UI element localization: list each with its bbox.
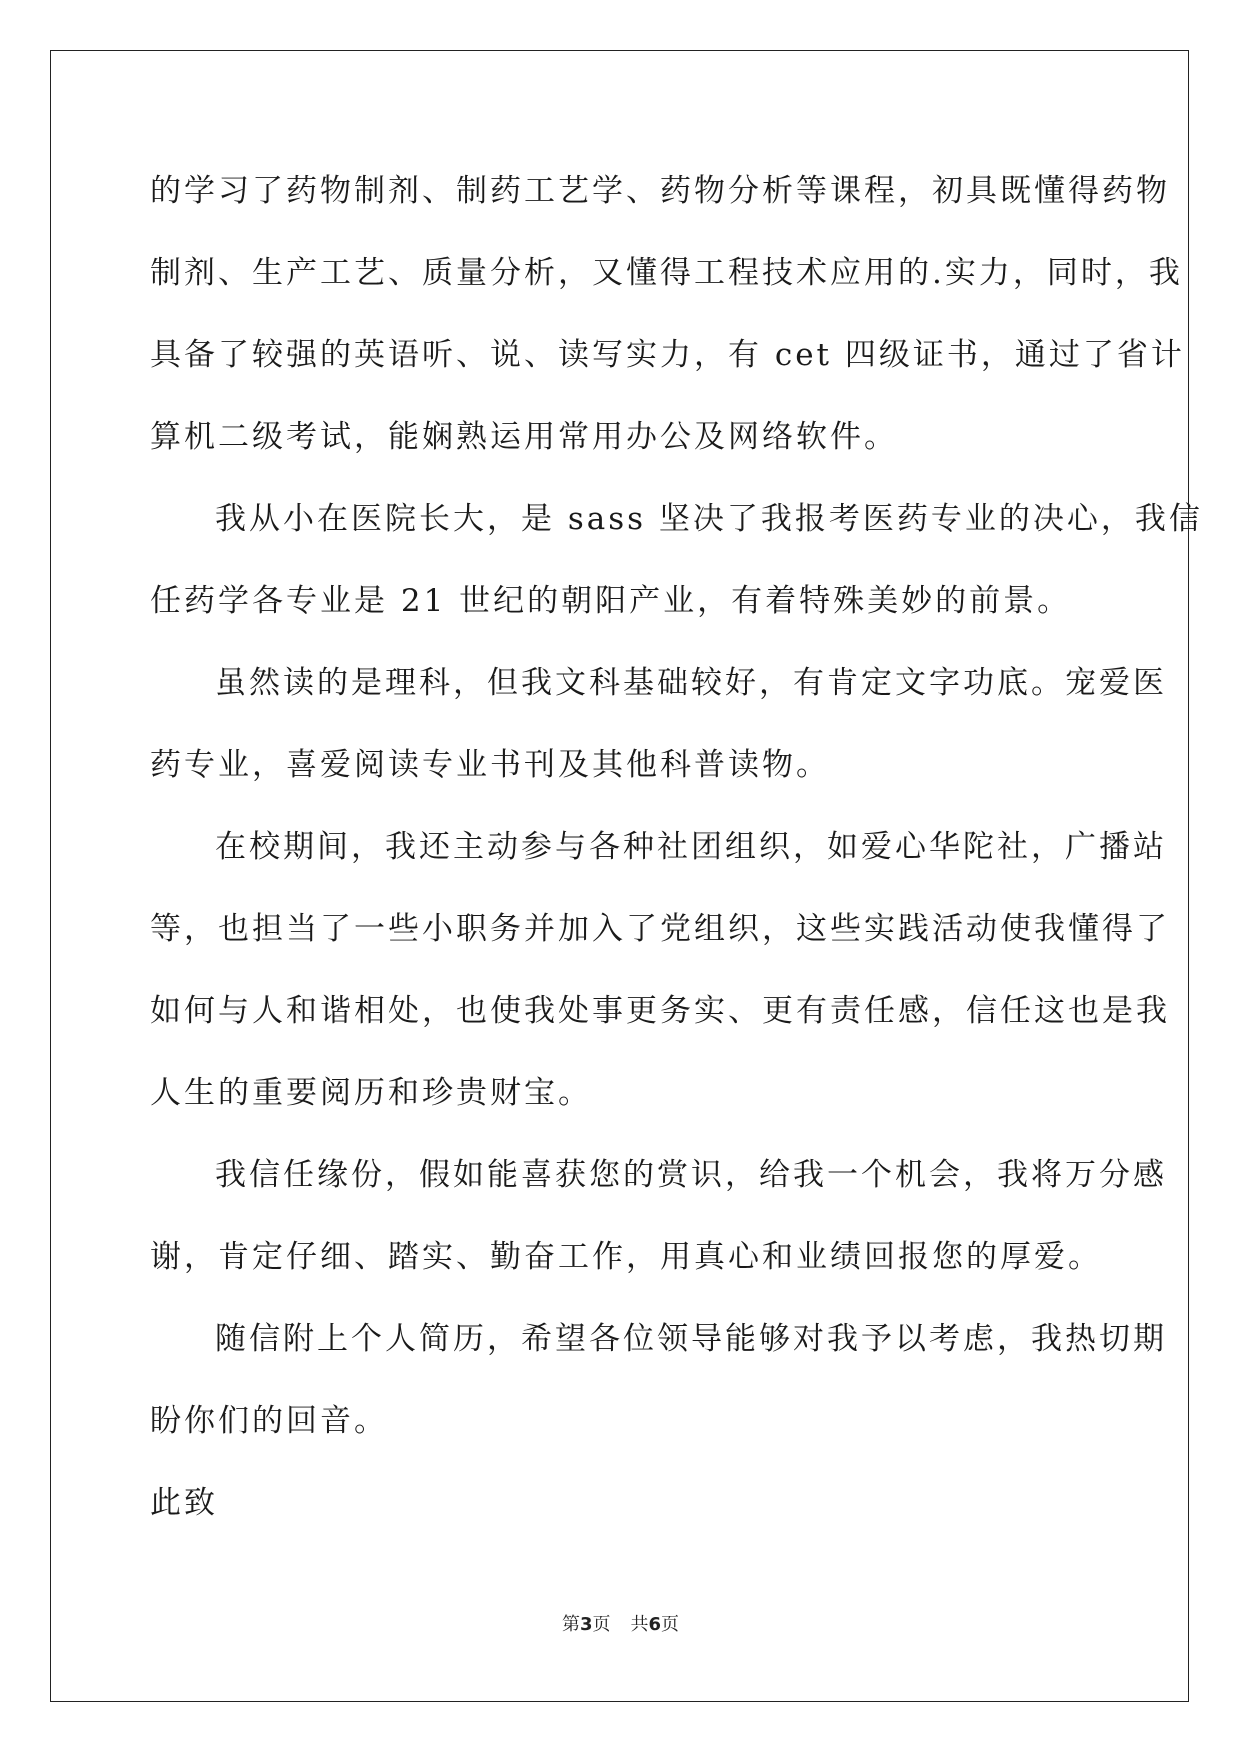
text-line: 药专业，喜爱阅读专业书刊及其他科普读物。 xyxy=(150,747,830,783)
page-suffix: 页 xyxy=(592,1614,611,1635)
page-total: 6 xyxy=(648,1614,662,1635)
text-line: 随信附上个人简历，希望各位领导能够对我予以考虑，我热切期 xyxy=(215,1321,1167,1357)
text-line: 我从小在医院长大，是 sass 坚决了我报考医药专业的决心，我信 xyxy=(215,501,1203,537)
text-line: 谢，肯定仔细、踏实、勤奋工作，用真心和业绩回报您的厚爱。 xyxy=(150,1239,1102,1275)
page-footer xyxy=(0,1610,1241,1636)
text-line: 如何与人和谐相处，也使我处事更务实、更有责任感，信任这也是我 xyxy=(150,993,1170,1029)
total-prefix: 共 xyxy=(630,1614,649,1635)
text-line: 盼你们的回音。 xyxy=(150,1403,388,1439)
text-line: 任药学各专业是 21 世纪的朝阳产业，有着特殊美妙的前景。 xyxy=(150,583,1072,619)
text-line: 虽然读的是理科，但我文科基础较好，有肯定文字功底。宠爱医 xyxy=(215,665,1167,701)
letter-body xyxy=(150,150,1203,1544)
closing-salutation: 此致 xyxy=(150,1485,218,1521)
text-line: 制剂、生产工艺、质量分析，又懂得工程技术应用的.实力，同时，我 xyxy=(150,255,1183,291)
text-line: 等，也担当了一些小职务并加入了党组织，这些实践活动使我懂得了 xyxy=(150,911,1170,947)
text-line: 算机二级考试，能娴熟运用常用办公及网络软件。 xyxy=(150,419,898,455)
page-prefix: 第 xyxy=(561,1614,580,1635)
text-line: 人生的重要阅历和珍贵财宝。 xyxy=(150,1075,592,1111)
text-line: 我信任缘份，假如能喜获您的赏识，给我一个机会，我将万分感 xyxy=(215,1157,1167,1193)
text-line: 在校期间，我还主动参与各种社团组织，如爱心华陀社，广播站 xyxy=(215,829,1167,865)
page-current: 3 xyxy=(579,1614,593,1635)
total-suffix: 页 xyxy=(661,1614,680,1635)
text-line: 具备了较强的英语听、说、读写实力，有 cet 四级证书，通过了省计 xyxy=(150,337,1185,373)
text-line: 的学习了药物制剂、制药工艺学、药物分析等课程，初具既懂得药物 xyxy=(150,173,1170,209)
